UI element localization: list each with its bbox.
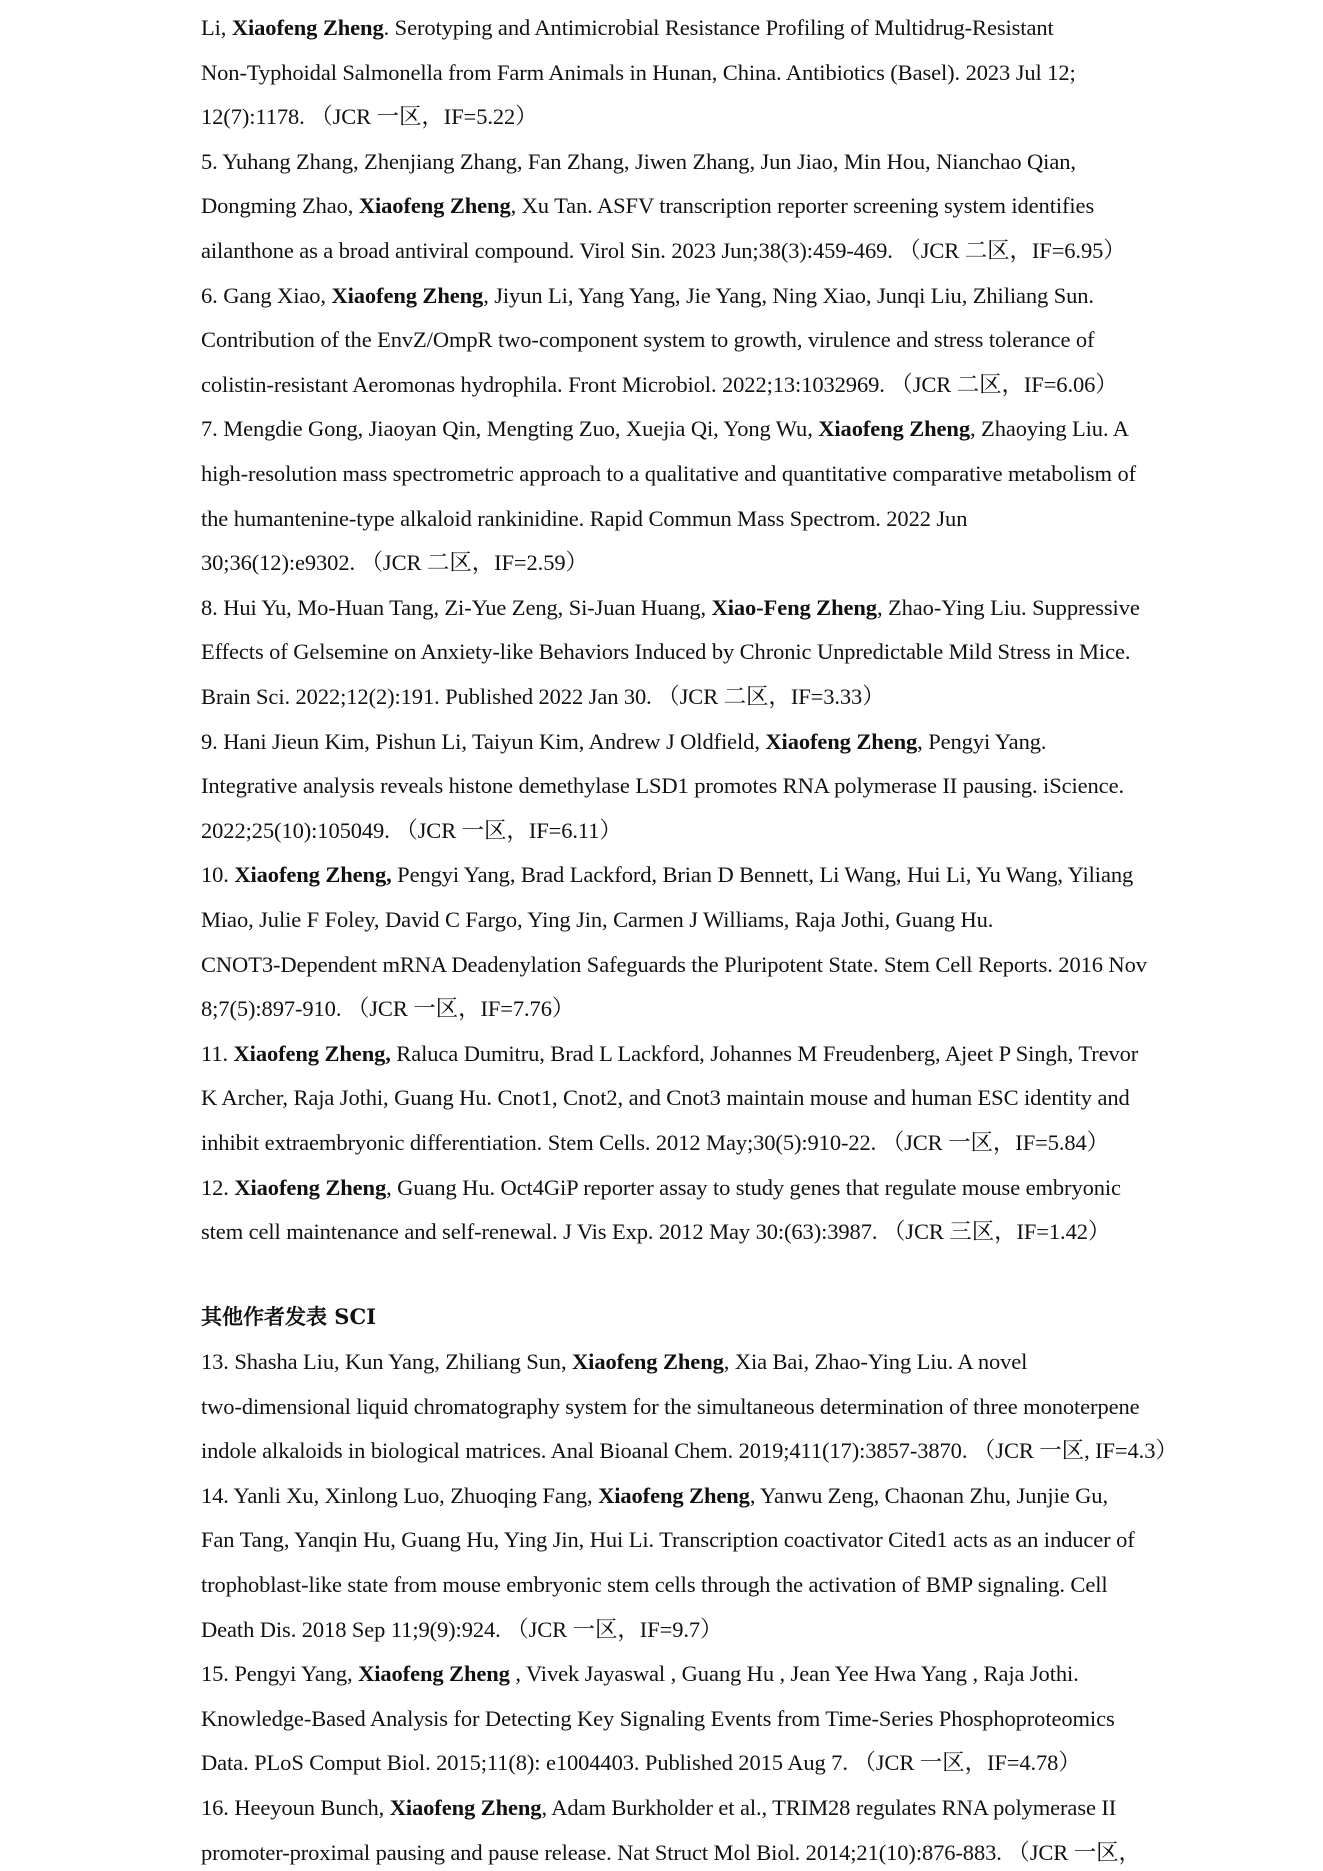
text-segment: colistin-resistant Aeromonas hydrophila. Front Microbiol. 2022;13:1032969. （JCR 二区，IF=6.06） (201, 371, 1118, 397)
text-segment: Brain Sci. 2022;12(2):191. Published 2022 Jan 30. （JCR 二区，IF=3.33） (201, 684, 885, 709)
text-segment: 30;36(12):e9302. （JCR 二区，IF=2.59） (201, 550, 588, 576)
text-segment: Dongming Zhao, (201, 193, 359, 219)
text-line (201, 191, 1094, 221)
text-line (201, 459, 1136, 489)
text-line (201, 1838, 1141, 1868)
author-highlight: Xiaofeng Zheng (818, 416, 970, 442)
author-highlight: Xiaofeng Zheng (358, 1661, 510, 1687)
text-segment: 16. Heeyoun Bunch, (201, 1795, 390, 1820)
text-line (201, 102, 538, 132)
text-segment: Fan Tang, Yanqin Hu, Guang Hu, Ying Jin, Hui Li. Transcription coactivator Cited1 acts as an inducer of (201, 1527, 1135, 1553)
text-line (201, 1615, 722, 1645)
text-segment: indole alkaloids in biological matrices. Anal Bioanal Chem. 2019;411(17):3857-3870. （JCR 一区, IF=4.3） (201, 1438, 1178, 1464)
text-line (201, 147, 1076, 177)
author-highlight: Xiaofeng Zheng (234, 1174, 387, 1200)
text-segment: 9. Hani Jieun Kim, Pishun Li, Taiyun Kim, Andrew J Oldfield, (201, 728, 766, 754)
text-line (201, 370, 1118, 400)
text-line (201, 771, 1124, 801)
text-segment: promoter-proximal pausing and pause release. Nat Struct Mol Biol. 2014;21(10):876-883. （JCR 一区， (201, 1839, 1141, 1865)
text-segment: Integrative analysis reveals histone demethylase LSD1 promotes RNA polymerase II pausing. iScience. (201, 773, 1124, 799)
text-segment: Li, (201, 15, 232, 40)
text-segment: K Archer, Raja Jothi, Guang Hu. Cnot1, Cnot2, and Cnot3 maintain mouse and human ESC identity and (201, 1085, 1130, 1111)
text-line (201, 1659, 1079, 1689)
text-line (201, 682, 885, 712)
text-segment: . Serotyping and Antimicrobial Resistance Profiling of Multidrug-Resistant (383, 15, 1054, 40)
author-highlight: Xiaofeng Zheng, (233, 1040, 391, 1066)
text-segment: ailanthone as a broad antiviral compound. Virol Sin. 2023 Jun;38(3):459-469. （JCR 二区，IF=6.95） (201, 238, 1126, 263)
text-segment: Non-Typhoidal Salmonella from Farm Animals in Hunan, China. Antibiotics (Basel). 2023 Jul 12; (201, 59, 1076, 85)
text-line (201, 1083, 1130, 1113)
text-line (201, 236, 1126, 266)
text-segment: Effects of Gelsemine on Anxiety-like Behaviors Induced by Chronic Unpredictable Mild Stress in Mice. (201, 639, 1131, 665)
text-segment: CNOT3-Dependent mRNA Deadenylation Safeguards the Pluripotent State. Stem Cell Reports. 2016 Nov (201, 951, 1147, 977)
text-line (201, 593, 1140, 623)
text-segment: Knowledge-Based Analysis for Detecting Key Signaling Events from Time-Series Phosphoproteomics (201, 1705, 1115, 1731)
text-segment: two-dimensional liquid chromatography system for the simultaneous determination of three monoterpene (201, 1393, 1140, 1419)
author-highlight: Xiaofeng Zheng (765, 728, 918, 754)
text-segment: , Jiyun Li, Yang Yang, Jie Yang, Ning Xiao, Junqi Liu, Zhiliang Sun. (483, 282, 1094, 308)
text-segment: 10. (201, 862, 235, 888)
text-segment: inhibit extraembryonic differentiation. Stem Cells. 2012 May;30(5):910-22. （JCR 一区，IF=5.84） (201, 1130, 1110, 1155)
text-segment: Raluca Dumitru, Brad L Lackford, Johannes M Freudenberg, Ajeet P Singh, Trevor (390, 1040, 1139, 1066)
author-highlight: Xiao-Feng Zheng (711, 594, 877, 620)
author-highlight: Xiaofeng Zheng (231, 15, 384, 40)
text-segment: Miao, Julie F Foley, David C Fargo, Ying Jin, Carmen J Williams, Raja Jothi, Guang Hu. (201, 907, 994, 932)
text-segment: 8;7(5):897-910. （JCR 一区，IF=7.76） (201, 996, 575, 1022)
text-line (201, 1392, 1140, 1422)
text-segment: 14. Yanli Xu, Xinlong Luo, Zhuoqing Fang, (201, 1482, 599, 1508)
text-segment: Pengyi Yang, Brad Lackford, Brian D Bennett, Li Wang, Hui Li, Yu Wang, Yiliang (391, 862, 1134, 888)
text-segment: Death Dis. 2018 Sep 11;9(9):924. （JCR 一区，IF=9.7） (201, 1616, 723, 1642)
text-line (201, 905, 993, 935)
text-segment: , Yanwu Zeng, Chaonan Zhu, Junjie Gu, (749, 1482, 1108, 1508)
text-segment: Data. PLoS Comput Biol. 2015;11(8): e1004403. Published 2015 Aug 7. （JCR 一区，IF=4.78） (201, 1750, 1081, 1776)
text-segment: , Zhao-Ying Liu. Suppressive (876, 594, 1140, 620)
text-line (201, 1039, 1138, 1069)
text-line (201, 950, 1147, 980)
text-segment: high-resolution mass spectrometric approach to a qualitative and quantitative comparative metabolism of (201, 461, 1137, 486)
text-segment: , Vivek Jayaswal , Guang Hu , Jean Yee Hwa Yang , Raja Jothi. (509, 1661, 1079, 1687)
text-segment: 12(7):1178. （JCR 一区，IF=5.22） (201, 104, 538, 130)
section-heading: 其他作者发表 SCI (201, 1304, 377, 1329)
text-line (201, 1704, 1115, 1734)
text-segment: stem cell maintenance and self-renewal. J Vis Exp. 2012 May 30:(63):3987. （JCR 三区，IF=1.42） (201, 1219, 1111, 1245)
author-highlight: Xiaofeng Zheng (331, 282, 484, 308)
text-segment: 13. Shasha Liu, Kun Yang, Zhiliang Sun, (201, 1349, 573, 1374)
text-segment: , Xia Bai, Zhao-Ying Liu. A novel (723, 1349, 1028, 1374)
text-segment: 12. (201, 1174, 235, 1200)
text-line (201, 816, 622, 846)
text-segment: 8. Hui Yu, Mo-Huan Tang, Zi-Yue Zeng, Si-Juan Huang, (201, 594, 712, 620)
text-segment: 2022;25(10):105049. （JCR 一区，IF=6.11） (201, 817, 622, 843)
text-segment: 11. (201, 1040, 234, 1066)
text-line (201, 1128, 1109, 1158)
text-segment: 6. Gang Xiao, (201, 282, 332, 308)
text-line (201, 1570, 1108, 1600)
text-line (201, 637, 1130, 667)
text-segment: the humantenine-type alkaloid rankinidine. Rapid Commun Mass Spectrom. 2022 Jun (201, 505, 968, 531)
text-line (201, 281, 1094, 311)
text-line (201, 1748, 1081, 1778)
text-line (201, 1347, 1027, 1377)
author-highlight: Xiaofeng Zheng (358, 193, 511, 219)
text-segment: , Adam Burkholder et al., TRIM28 regulates RNA polymerase II (541, 1795, 1117, 1820)
text-segment: , Guang Hu. Oct4GiP reporter assay to study genes that regulate mouse embryonic (386, 1174, 1121, 1200)
text-line (201, 1525, 1135, 1555)
text-line (201, 1481, 1108, 1511)
text-line (201, 994, 574, 1024)
author-highlight: Xiaofeng Zheng (572, 1349, 724, 1374)
text-segment: 15. Pengyi Yang, (201, 1661, 359, 1687)
text-line (201, 58, 1076, 88)
text-line (201, 1217, 1110, 1247)
text-segment: , Pengyi Yang. (917, 728, 1047, 754)
author-highlight: Xiaofeng Zheng (389, 1795, 542, 1820)
text-segment: , Zhaoying Liu. A (970, 416, 1129, 442)
text-segment: trophoblast-like state from mouse embryonic stem cells through the activation of BMP signaling. Cell (201, 1572, 1108, 1597)
text-line (201, 13, 1054, 43)
text-line (201, 860, 1133, 890)
text-line (201, 414, 1129, 444)
text-line (201, 1436, 1178, 1466)
text-line (201, 1793, 1116, 1823)
text-segment: , Xu Tan. ASFV transcription reporter screening system identifies (510, 193, 1095, 219)
text-line (201, 325, 1094, 355)
text-line (201, 548, 588, 578)
author-highlight: Xiaofeng Zheng, (234, 862, 392, 888)
text-line (201, 504, 967, 534)
text-segment: 7. Mengdie Gong, Jiaoyan Qin, Mengting Zuo, Xuejia Qi, Yong Wu, (201, 416, 819, 442)
text-segment: Contribution of the EnvZ/OmpR two-component system to growth, virulence and stress tolerance of (201, 327, 1095, 353)
text-line (201, 1173, 1121, 1203)
text-segment: 5. Yuhang Zhang, Zhenjiang Zhang, Fan Zhang, Jiwen Zhang, Jun Jiao, Min Hou, Nianchao Qian, (201, 148, 1076, 174)
text-line (201, 727, 1046, 757)
author-highlight: Xiaofeng Zheng (598, 1482, 750, 1508)
